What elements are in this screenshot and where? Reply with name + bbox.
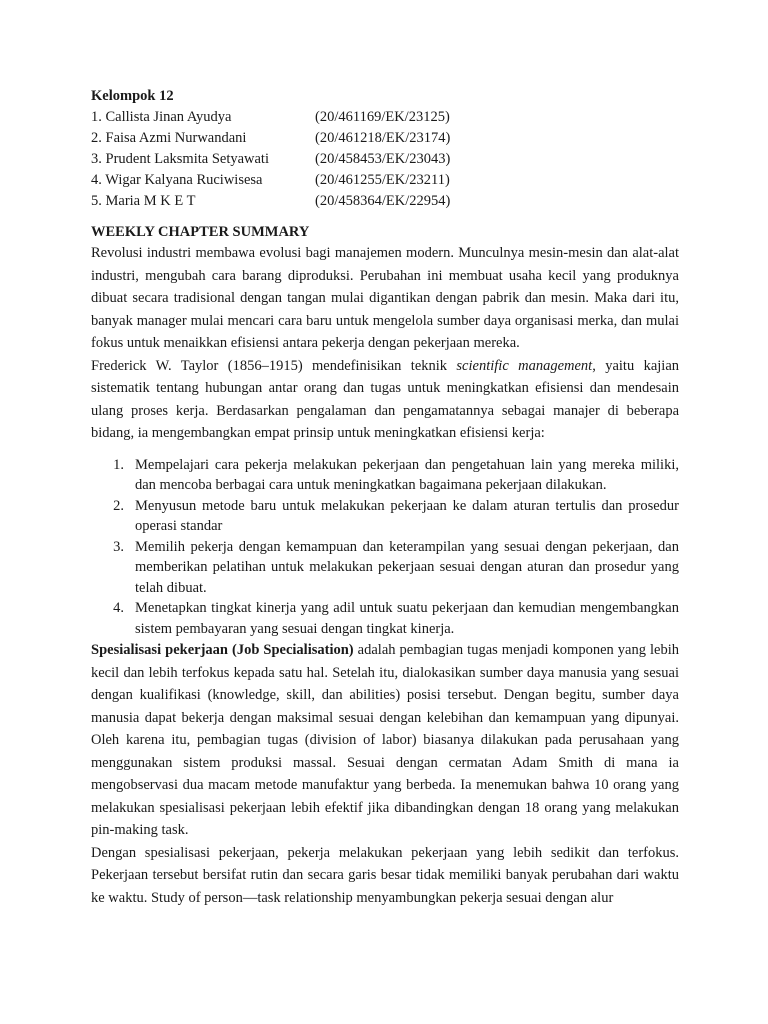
list-item [91, 455, 679, 496]
member-row [91, 107, 679, 128]
paragraph-industrial-revolution: Revolusi industri membawa evolusi bagi manajemen modern. Munculnya mesin-mesin dan alat-alat industri, mengubah cara barang diproduksi. Perubahan ini membuat usaha kecil yang produknya dibuat secara tradisional dengan tangan mulai digantikan dengan pabrik dan mesin. Maka dari itu, banyak manager mulai mencari cara baru untuk mengelola sumber daya organisasi merka, dan mulai fokus untuk menaikkan efisiensi antara pekerja dengan pekerjaan mereka. [91, 245, 679, 351]
document-page [91, 86, 679, 909]
list-item-number: 2. [113, 497, 124, 514]
list-item [91, 537, 679, 599]
member-id: (20/458364/EK/22954) [315, 193, 451, 209]
member-row [91, 149, 679, 170]
principles-list [91, 455, 679, 640]
job-specialisation-term: Spesialisasi pekerjaan (Job Specialisation) [91, 642, 354, 658]
member-name: 5. Maria M K E T [91, 193, 196, 209]
member-row [91, 191, 679, 212]
member-list [91, 107, 679, 212]
list-item-text: Memilih pekerja dengan kemampuan dan keterampilan yang sesuai dengan pekerjaan, dan memberikan pelatihan untuk melakukan pekerjaan sesuai dengan aturan dan prosedur yang telah dibuat. [135, 538, 679, 596]
taylor-text-end: , yaitu kajian sistematik tentang hubungan antar orang dan tugas untuk meningkatkan efisiensi dan mendesain ulang proses kerja. Berdasarkan pengalaman dan pengamatannya sebagai manajer di beberapa bidang, ia mengembangkan empat prinsip untuk meningkatkan efisiensi kerja: [91, 357, 680, 441]
list-item-number: 4. [113, 600, 124, 616]
section-title: WEEKLY CHAPTER SUMMARY [91, 224, 310, 240]
scientific-management-term: scientific management [456, 357, 593, 374]
list-item-number: 3. [113, 538, 124, 555]
member-id: (20/461169/EK/23125) [315, 109, 450, 125]
list-item [91, 598, 679, 639]
member-name: 2. Faisa Azmi Nurwandani [91, 130, 247, 146]
paragraph-job-specialisation [91, 639, 679, 842]
job-specialisation-text: adalah pembagian tugas menjadi komponen yang lebih kecil dan lebih terfokus kepada satu hal. Setelah itu, dialokasikan sumber daya manusia yang sesuai dengan kualifikasi (knowledge, skill, dan abilities) posisi tersebut. Dengan begitu, sumber daya manusia dapat bekerja dengan maksimal sesuai dengan kelebihan dan kemampuan yang dipunyai. Oleh karena itu, pembagian tugas (division of labor) biasanya dilakukan pada perusahaan yang menggunakan sistem produksi massal. Sesuai dengan cermatan Adam Smith di mana ia mengobservasi dua macam metode manufaktur yang berbeda. Ia menemukan bahwa 10 orang yang melakukan spesialisasi pekerjaan lebih efektif jika dibandingkan dengan 18 orang yang melakukan pin-making task. [91, 642, 679, 838]
member-name: 4. Wigar Kalyana Ruciwisesa [91, 172, 263, 188]
list-item-text: Mempelajari cara pekerja melakukan pekerjaan dan pengetahuan lain yang mereka miliki, dan mencoba berbagai cara untuk meningkatkan bagaimana pekerjaan dilakukan. [135, 456, 679, 493]
member-id: (20/458453/EK/23043) [315, 151, 451, 167]
group-title: Kelompok 12 [91, 88, 174, 104]
member-row [91, 128, 679, 149]
member-name: 3. Prudent Laksmita Setyawati [91, 151, 269, 167]
list-item [91, 496, 679, 537]
member-row [91, 170, 679, 191]
member-id: (20/461218/EK/23174) [315, 130, 451, 146]
list-item-text: Menetapkan tingkat kinerja yang adil untuk suatu pekerjaan dan kemudian mengembangkan sistem pembayaran yang sesuai dengan tingkat kinerja. [135, 600, 679, 637]
paragraph-specialisation-effects: Dengan spesialisasi pekerjaan, pekerja melakukan pekerjaan yang lebih sedikit dan terfokus. Pekerjaan tersebut bersifat rutin dan secara garis besar tidak memiliki banyak perubahan dari waktu ke waktu. Study of person—task relationship menyambungkan pekerja sesuai dengan alur [91, 844, 679, 906]
taylor-text-start: Frederick W. Taylor (1856–1915) mendefinisikan teknik [91, 357, 457, 374]
list-item-text: Menyusun metode baru untuk melakukan pekerjaan ke dalam aturan tertulis dan prosedur operasi standar [135, 497, 679, 534]
paragraph-taylor [91, 355, 679, 445]
member-id: (20/461255/EK/23211) [315, 172, 450, 188]
list-item-number: 1. [113, 456, 124, 473]
member-name: 1. Callista Jinan Ayudya [91, 109, 232, 125]
